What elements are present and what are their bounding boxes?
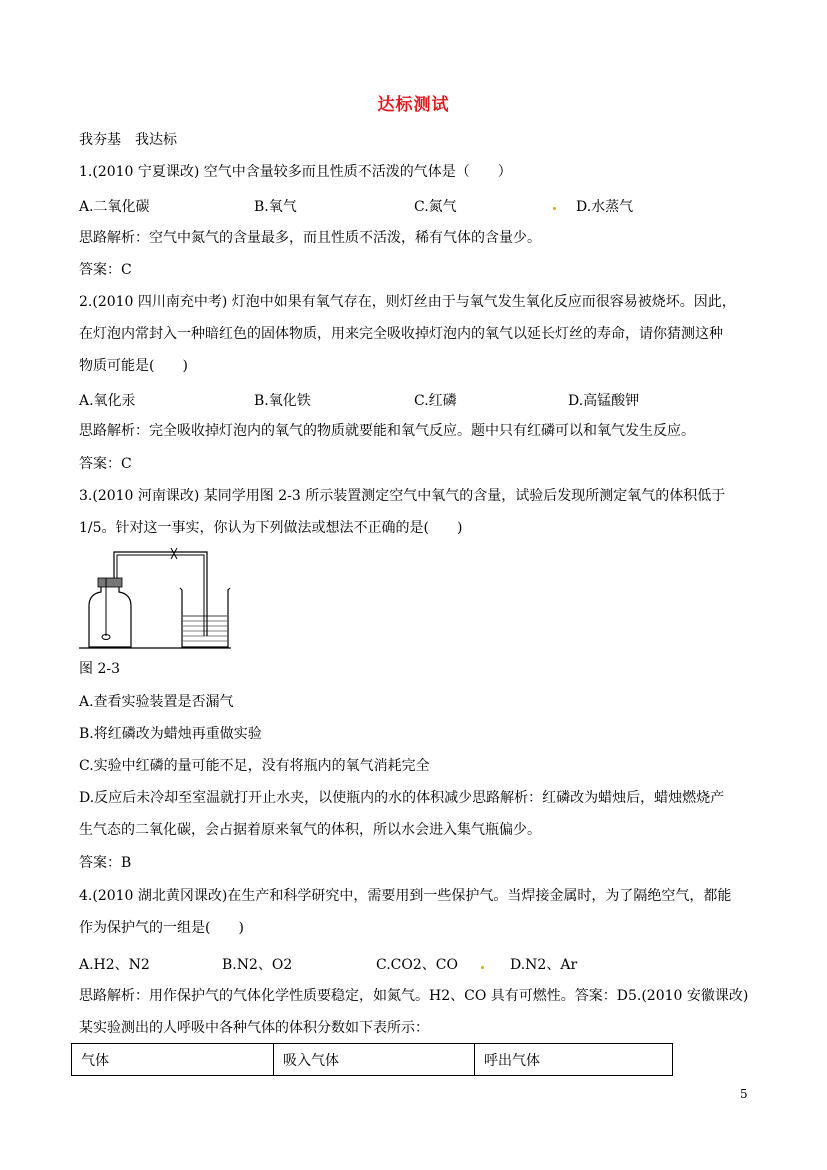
- q1-option-c: C.氮气: [414, 199, 457, 215]
- q4-option-b: B.N2、O2: [222, 957, 293, 973]
- q3-option-a: A.查看实验装置是否漏气: [79, 694, 234, 710]
- q2-stem-line2: 在灯泡内常封入一种暗红色的固体物质，用来完全吸收掉灯泡内的氧气以延长灯丝的寿命，请你猜测这种: [79, 326, 723, 342]
- q4-stem-line2: 作为保护气的一组是( ): [79, 920, 244, 936]
- q1-option-b: B.氧气: [254, 199, 297, 215]
- q4-option-a: A.H2、N2: [79, 957, 150, 973]
- q4-analysis: 思路解析：用作保护气的气体化学性质要稳定，如氮气。H2、CO 具有可燃性。答案：D5.(2010 安徽课改): [79, 988, 749, 1004]
- q3-figure-caption: 图 2-3: [79, 661, 120, 677]
- page-title: 达标测试: [377, 95, 450, 115]
- q1-answer: 答案：C: [79, 262, 132, 278]
- q2-option-d: D.高锰酸钾: [568, 393, 640, 409]
- q2-stem-line3: 物质可能是( ): [79, 358, 188, 374]
- q3-stem-line2: 1/5。针对这一事实，你认为下列做法或想法不正确的是( ): [79, 520, 463, 536]
- apparatus-figure: [79, 548, 239, 656]
- gas-apparatus-diagram: [79, 548, 239, 652]
- q1-analysis: 思路解析：空气中氮气的含量最多，而且性质不活泼，稀有气体的含量少。: [79, 230, 541, 246]
- table-header-inhaled: 吸入气体: [274, 1044, 475, 1076]
- q5-stem: 某实验测出的人呼吸中各种气体的体积分数如下表所示：: [79, 1020, 429, 1036]
- q2-analysis: 思路解析：完全吸收掉灯泡内的氧气的物质就要能和氧气反应。题中只有红磷可以和氧气发生反应。: [79, 423, 695, 439]
- decorative-dot: [481, 966, 484, 969]
- page-number: 5: [740, 1087, 748, 1101]
- q4-option-c: C.CO2、CO: [376, 957, 458, 973]
- q2-answer: 答案：C: [79, 456, 132, 472]
- q3-option-c: C.实验中红磷的量可能不足，没有将瓶内的氧气消耗完全: [79, 758, 430, 774]
- q3-analysis-cont: 生气态的二氧化碳，会占据着原来氧气的体积，所以水会进入集气瓶偏少。: [79, 822, 541, 838]
- q2-option-c: C.红磷: [414, 393, 457, 409]
- q2-stem-line1: 2.(2010 四川南充中考) 灯泡中如果有氧气存在，则灯丝由于与氧气发生氧化反应而很容易被烧坏。因此，: [79, 294, 736, 310]
- table-header-gas: 气体: [72, 1044, 274, 1076]
- q4-option-d: D.N2、Ar: [510, 957, 578, 973]
- q1-option-a: A.二氧化碳: [79, 199, 150, 215]
- q3-option-b: B.将红磷改为蜡烛再重做实验: [79, 726, 262, 742]
- table-header-exhaled: 呼出气体: [475, 1044, 673, 1076]
- q1-option-d: D.水蒸气: [576, 199, 634, 215]
- q3-option-d: D.反应后未冷却至室温就打开止水夹，以使瓶内的水的体积减少思路解析：红磷改为蜡烛后，蜡烛燃烧产: [79, 790, 725, 806]
- section-heading: 我夯基 我达标: [79, 132, 177, 148]
- q1-stem: 1.(2010 宁夏课改) 空气中含量较多而且性质不活泼的气体是（ ）: [79, 164, 512, 180]
- q2-option-a: A.氧化汞: [79, 393, 136, 409]
- q2-option-b: B.氧化铁: [254, 393, 311, 409]
- q3-stem-line1: 3.(2010 河南课改) 某同学用图 2-3 所示装置测定空气中氧气的含量，试验后发现所测定氧气的体积低于: [79, 488, 726, 504]
- table-row: [72, 1044, 673, 1076]
- q4-stem-line1: 4.(2010 湖北黄冈课改)在生产和科学研究中，需要用到一些保护气。当焊接金属时，为了隔绝空气，都能: [79, 888, 732, 904]
- q3-answer: 答案：B: [79, 855, 132, 871]
- decorative-dot: [553, 207, 556, 210]
- gas-volume-table: [71, 1043, 673, 1076]
